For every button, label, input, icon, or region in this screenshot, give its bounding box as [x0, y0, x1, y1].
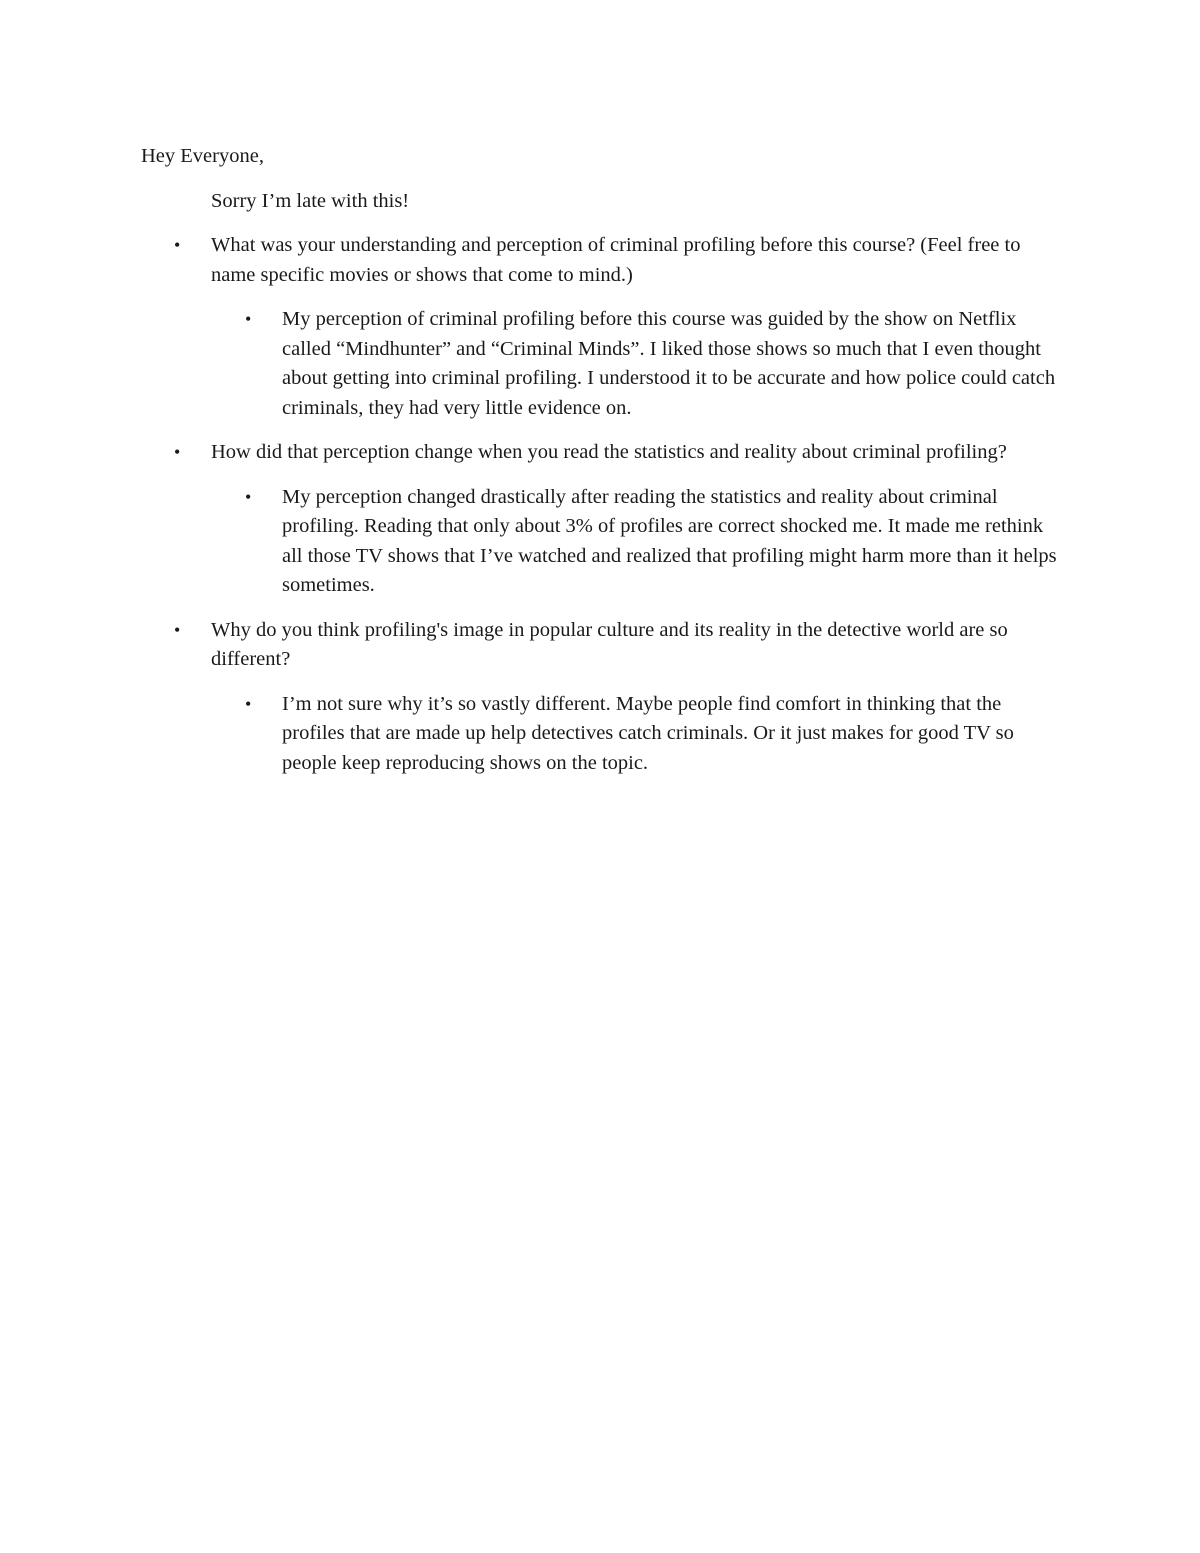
answer-1 [141, 305, 1061, 423]
answer-3-text: I’m not sure why it’s so vastly different. Maybe people find comfort in thinking that the profiles that are made up help detectives catch criminals. Or it just makes for good TV so people keep reproducing shows on the topic. [282, 692, 1014, 774]
answer-2 [141, 483, 1061, 601]
question-3 [141, 616, 1061, 675]
bullet-icon: • [174, 619, 181, 640]
bullet-icon: • [245, 486, 252, 507]
document-body [141, 142, 1061, 793]
question-2-text: How did that perception change when you read the statistics and reality about criminal profiling? [211, 441, 1007, 463]
question-1-text: What was your understanding and perception of criminal profiling before this course? (Feel free to name specific movies or shows that come to mind.) [211, 234, 1021, 286]
bullet-icon: • [245, 693, 252, 714]
intro-line: Sorry I’m late with this! [211, 189, 410, 212]
question-list [141, 231, 1061, 778]
bullet-icon: • [174, 442, 181, 462]
question-1 [141, 231, 1061, 290]
answer-1-text: My perception of criminal profiling before this course was guided by the show on Netflix called “Mindhunter” and “Criminal Minds”. I liked those shows so much that I even thought about getting into criminal profiling. I understood it to be accurate and how police could catch criminals, they had very little evidence on. [282, 308, 1056, 419]
greeting: Hey Everyone, [141, 145, 264, 167]
answer-2-text: My perception changed drastically after reading the statistics and reality about criminal profiling. Reading that only about 3% of profiles are correct shocked me. It made me rethink all those TV shows that I’ve watched and realized that profiling might harm more than it helps sometimes. [282, 485, 1057, 596]
question-3-text: Why do you think profiling's image in popular culture and its reality in the detective world are so different? [211, 618, 1008, 670]
question-2 [141, 438, 1061, 468]
bullet-icon: • [174, 235, 181, 255]
answer-3 [141, 690, 1061, 779]
bullet-icon: • [245, 309, 252, 329]
